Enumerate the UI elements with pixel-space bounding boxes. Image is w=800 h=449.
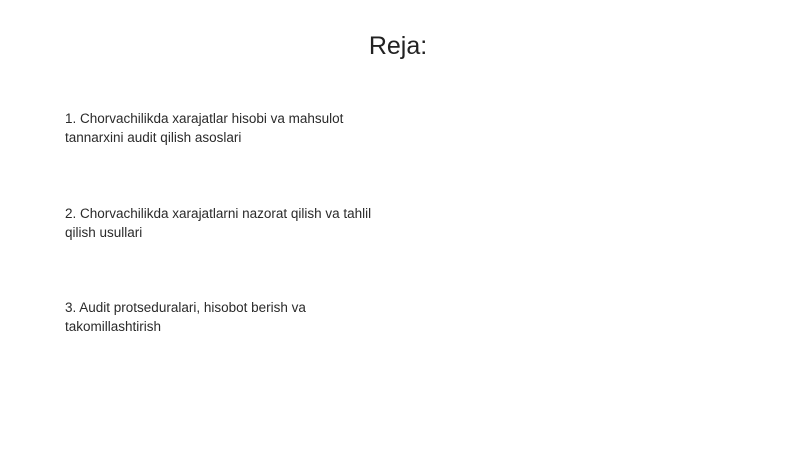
plan-item-2: 2. Chorvachilikda xarajatlarni nazorat qilish va tahlil qilish usullari	[65, 206, 372, 240]
plan-item-3: 3. Audit protseduralari, hisobot berish va takomillashtirish	[65, 300, 306, 334]
plan-item-1: 1. Chorvachilikda xarajatlar hisobi va mahsulot tannarxini audit qilish asoslari	[65, 111, 344, 145]
slide-title: Reja:	[368, 32, 428, 60]
